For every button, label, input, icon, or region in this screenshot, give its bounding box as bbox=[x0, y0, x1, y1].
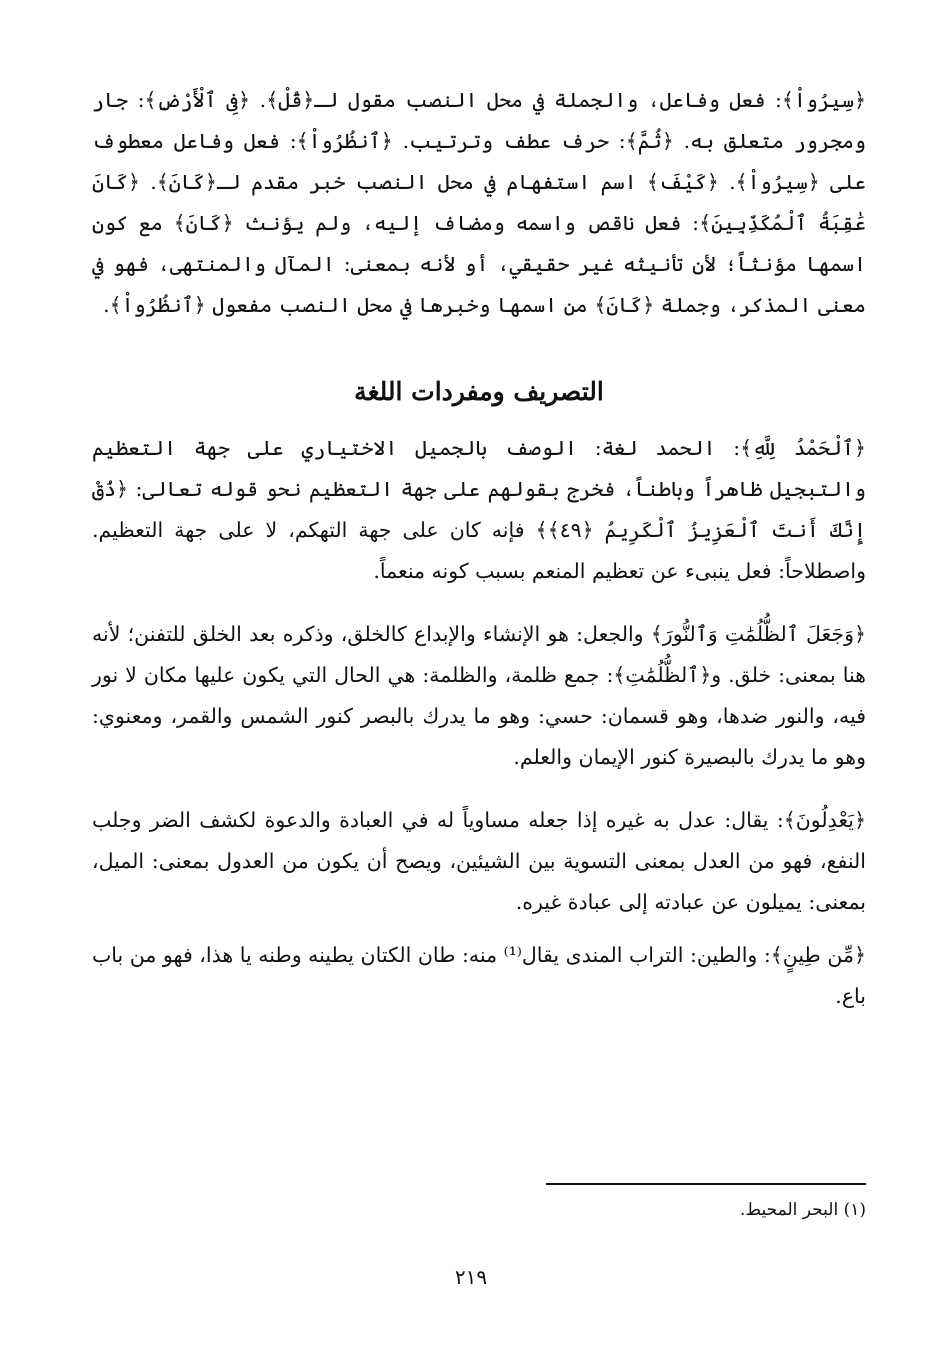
paragraph-darkness-light: ﴿وَجَعَلَ ٱلظُّلُمَٰتِ وَٱلنُّورَ﴾ والجعل: هو الإنشاء والإبداع كالخلق، وذكره بعد الخلق للتفنن؛ لأنه هنا بمعنى: خلق. و﴿ٱلظُّلُمَٰتِ﴾: جمع ظلمة، والظلمة: هي الحال التي يكون عليها مكان لا نور فيه، والنور ضدها، وهو قسمان: حسي: وهو ما يدرك بالبصر كنور الشمس والقمر، ومعنوي: وهو ما يدرك بالبصيرة كنور الإيمان والعلم. bbox=[92, 622, 866, 769]
paragraph-alhamd: ﴿ٱلْحَمْدُ لِلَّهِ﴾: الحمد لغة: الوصف بالجميل الاختياري على جهة التعظيم والتبجيل ظاهراً وباطناً، فخرج بقولهم على جهة التعظيم نحو قوله تعالى: ﴿ذُقْ إِنَّكَ أَنتَ ٱلْعَزِيزُ ٱلْكَرِيمُ ﴿٤٩﴾﴾ فإنه كان على جهة التهكم، لا على جهة التعظيم. واصطلاحاً: فعل ينبىء عن تعظيم المنعم بسبب كونه منعماً. bbox=[92, 436, 866, 583]
paragraph-yadilun: ﴿يَعْدِلُونَ﴾: يقال: عدل به غيره إذا جعله مساوياً له في العبادة والدعوة لكشف الضر وجلب النفع، فهو من العدل بمعنى التسوية بين الشيئين، ويصح أن يكون من العدول بمعنى: الميل، بمعنى: يميلون عن عبادته إلى عبادة غيره. bbox=[92, 808, 866, 914]
page-body bbox=[92, 70, 866, 1364]
paragraph-clay: ﴿مِّن طِينٍ﴾: والطين: التراب المندى يقال⁽¹⁾ منه: طان الكتان يطينه وطنه يا هذا، فهو من باب باع. bbox=[92, 943, 866, 1008]
section-heading: التصريف ومفردات اللغة bbox=[354, 377, 604, 406]
paragraph-grammar-analysis: ﴿سِيرُواْ﴾: فعل وفاعل، والجملة في محل النصب مقول لـ﴿قُلْ﴾. ﴿فِى ٱلْأَرْضِ﴾: جار ومجرور متعلق به. ﴿ثُمَّ﴾: حرف عطف وترتيب. ﴿ٱنظُرُواْ﴾: فعل وفاعل معطوف على ﴿سِيرُواْ﴾. ﴿كَيْفَ﴾ اسم استفهام في محل النصب خبر مقدم لـ﴿كَانَ﴾. ﴿كَانَ عَٰقِبَةُ ٱلْمُكَذِّبِينَ﴾: فعل ناقص واسمه ومضاف إليه، ولم يؤنث ﴿كَانَ﴾ مع كون اسمها مؤنثاً؛ لأن تأنيثه غير حقيقي، أو لأنه بمعنى: المآل والمنتهى، فهو في معنى المذكر، وجملة ﴿كَانَ﴾ من اسمها وخبرها في محل النصب مفعول ﴿ٱنظُرُواْ﴾. bbox=[92, 88, 866, 317]
footnote: (١) البحر المحيط. bbox=[740, 1200, 866, 1220]
page-number: ٢١٩ bbox=[454, 1265, 488, 1289]
footnote-divider bbox=[546, 1183, 866, 1185]
